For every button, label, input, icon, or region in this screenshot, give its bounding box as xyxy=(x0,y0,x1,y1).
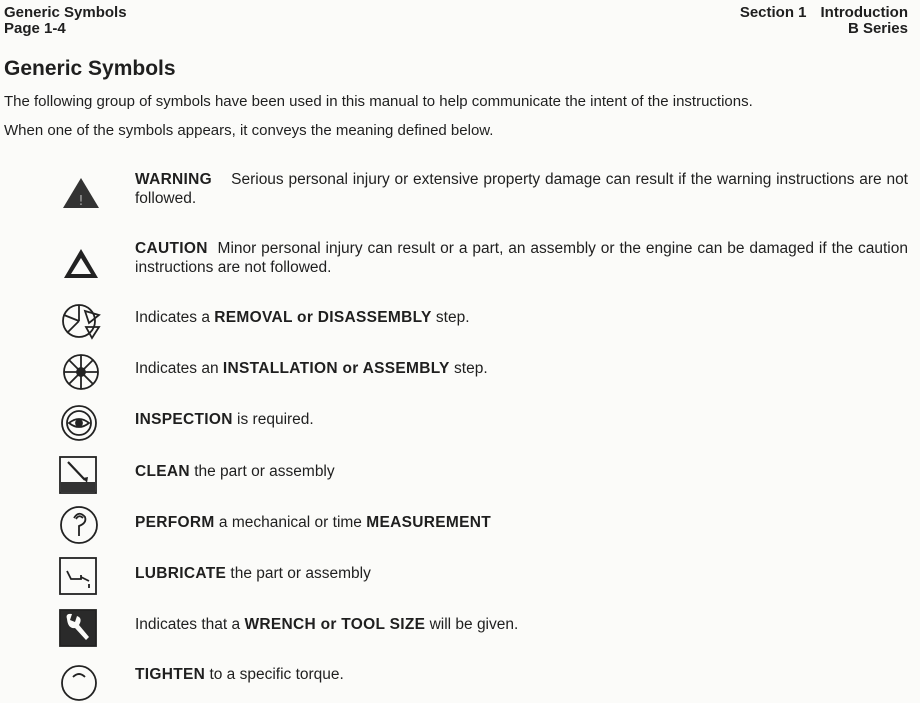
symbol-text-lubricate: LUBRICATE the part or assembly xyxy=(135,565,371,582)
header-section: Section 1 xyxy=(739,4,807,21)
intro-line-1: The following group of symbols have been used in this manual to help communicate the intent of the instructions. xyxy=(4,93,753,110)
measurement-caliper-icon xyxy=(59,505,103,545)
symbol-text-installation: Indicates an INSTALLATION or ASSEMBLY step. xyxy=(135,360,488,377)
caution-triangle-icon xyxy=(59,242,103,282)
header-page-number: Page 1-4 xyxy=(4,20,66,37)
header-series: B Series xyxy=(847,20,908,37)
page-title: Generic Symbols xyxy=(4,57,176,80)
tighten-torque-icon xyxy=(59,663,103,703)
symbol-text-removal: Indicates a REMOVAL or DISASSEMBLY step. xyxy=(135,309,470,326)
removal-disassembly-icon xyxy=(59,301,103,341)
lubricate-oilcan-icon xyxy=(59,557,103,597)
page-header-left xyxy=(4,5,127,37)
intro-line-2: When one of the symbols appears, it conveys the meaning defined below. xyxy=(4,122,494,139)
symbol-text-inspection: INSPECTION is required. xyxy=(135,411,314,428)
symbol-text-wrench: Indicates that a WRENCH or TOOL SIZE will be given. xyxy=(135,616,519,633)
symbol-text-tighten: TIGHTEN to a specific torque. xyxy=(135,666,344,683)
inspection-eye-icon xyxy=(59,403,103,443)
svg-text:!: ! xyxy=(78,194,84,209)
page-header-right xyxy=(740,5,908,37)
clean-brush-icon xyxy=(59,456,103,496)
header-title: Generic Symbols xyxy=(4,4,127,21)
warning-triangle-icon xyxy=(59,172,103,212)
wrench-tool-size-icon xyxy=(59,609,103,649)
symbol-text-clean: CLEAN the part or assembly xyxy=(135,463,335,480)
installation-assembly-icon xyxy=(59,352,103,392)
symbol-text-warning: WARNING Serious personal injury or extensive property damage can result if the warning instructions are not followed. xyxy=(135,171,908,207)
symbol-text-measurement: PERFORM a mechanical or time MEASUREMENT xyxy=(135,514,491,531)
header-section-title: Introduction xyxy=(820,4,908,21)
symbol-text-caution: CAUTION Minor personal injury can result or a part, an assembly or the engine can be damaged if the caution instructions are not followed. xyxy=(135,240,908,276)
